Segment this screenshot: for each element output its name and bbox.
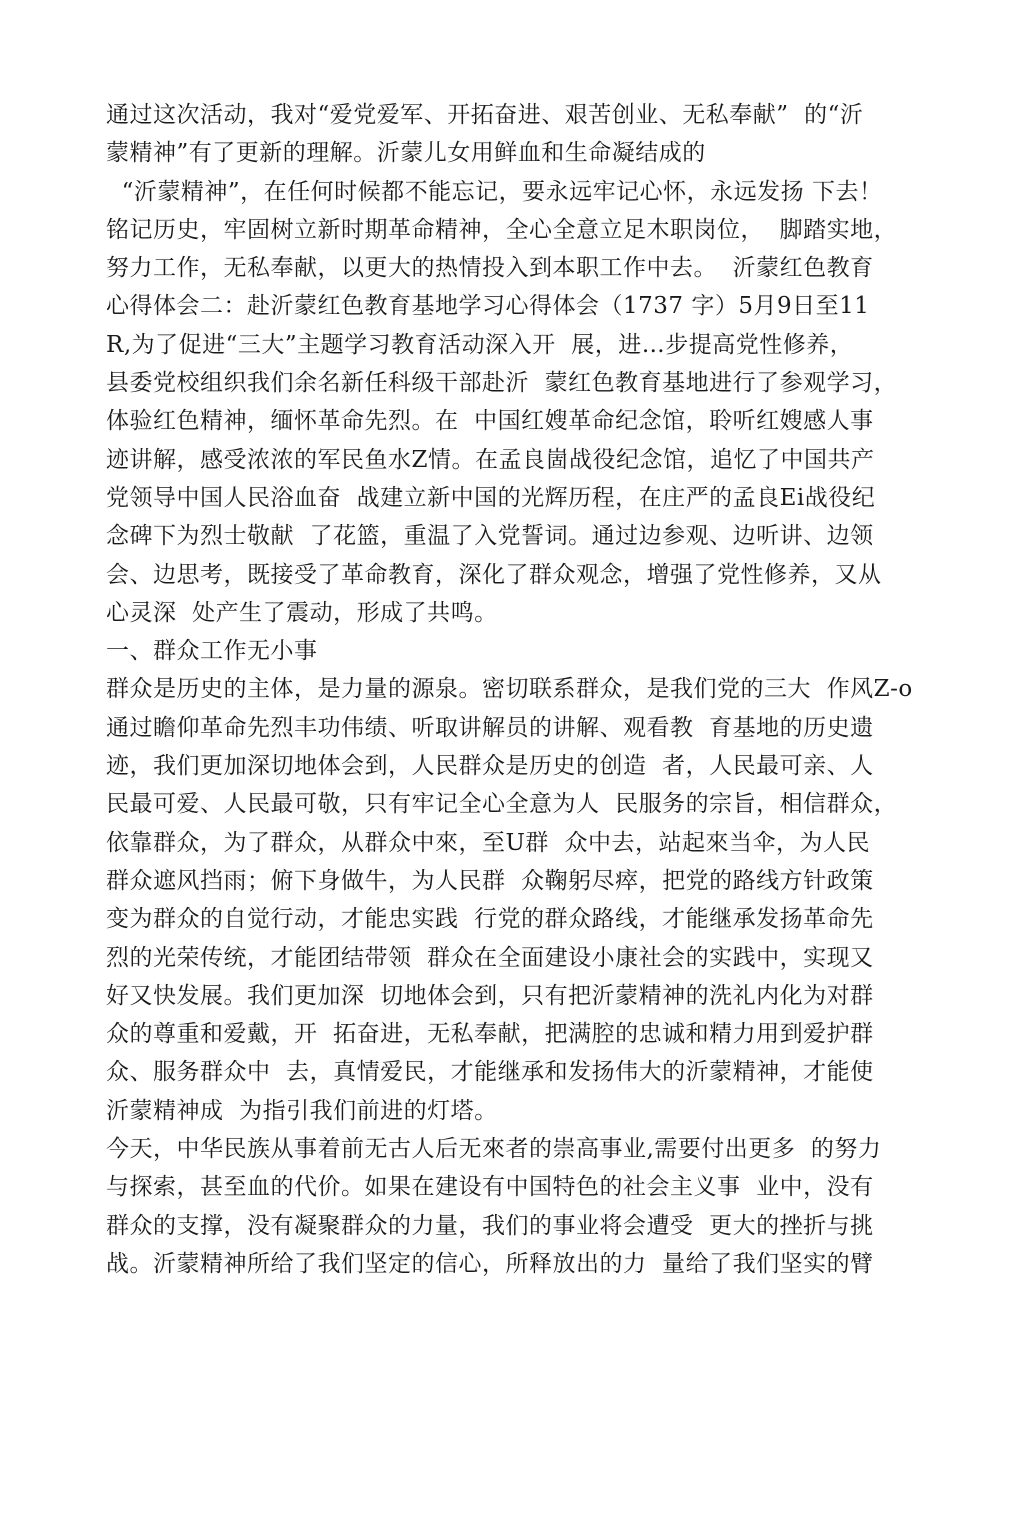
text-line: 心灵深 处产生了震动，形成了共鸣。 (106, 599, 498, 626)
text-line: 民最可爱、人民最可敬，只有牢记全心全意为人 民服务的宗旨，相信群众， (106, 791, 898, 818)
text-line: 迹，我们更加深切地体会到，人民群众是历史的创造 者，人民最可亲、人 (106, 753, 874, 780)
text-line: 变为群众的自觉行动，才能忠实践 行党的群众路线，才能继承发扬革命先 (106, 906, 874, 933)
text-line: “沂蒙精神”，在任何时候都不能忘记，要永远牢记心怀，永远发扬 下去！ (106, 178, 883, 205)
text-line: 依靠群众，为了群众，从群众中來，至U群 众中去，站起來当伞，为人民 (106, 829, 871, 856)
text-line: 心得体会二：赴沂蒙红色教育基地学习心得体会（1737 字）5月9日至11 (106, 293, 870, 320)
text-line: 众、服务群众中 去，真情爱民，才能继承和发扬伟大的沂蒙精神，才能使 (106, 1059, 874, 1086)
section-heading: 一、群众工作无小事 (106, 638, 318, 665)
text-line: 群众是历史的主体，是力量的源泉。密切联系群众，是我们党的三大 作风Z-o (106, 676, 913, 703)
text-line: 战。沂蒙精神所给了我们坚定的信心，所释放出的力 量给了我们坚实的臂 (106, 1250, 874, 1277)
text-line: 群众的支撑，没有凝聚群众的力量，我们的事业将会遭受 更大的挫折与挑 (106, 1212, 874, 1239)
text-line: 与探索，甚至血的代价。如果在建设有中国特色的社会主义事 业中，没有 (106, 1174, 874, 1201)
text-line: 念碑下为烈士敬献 了花篮，重温了入党誓词。通过边参观、边听讲、边领 (106, 523, 874, 550)
text-line: 迹讲解，感受浓浓的军民鱼水Z情。在孟良崮战役纪念馆，追忆了中国共产 (106, 446, 875, 473)
text-line: 县委党校组织我们余名新任科级干部赴沂 蒙红色教育基地进行了参观学习， (106, 370, 898, 397)
text-line: 通过瞻仰革命先烈丰功伟绩、听取讲解员的讲解、观看教 育基地的历史遗 (106, 714, 874, 741)
text-line: 众的尊重和爱戴，开 拓奋进，无私奉献，把满腔的忠诚和精力用到爱护群 (106, 1021, 874, 1048)
text-line: 努力工作，无私奉献，以更大的热情投入到本职工作中去。 沂蒙红色教育 (106, 255, 874, 282)
text-line: 党领导中国人民浴血奋 战建立新中国的光辉历程，在庄严的孟良Ei战役纪 (106, 484, 876, 511)
text-line: R,为了促进“三大”主题学习教育活动深入开 展，进…步提高党性修养， (106, 331, 854, 358)
text-line: 烈的光荣传统，才能团结带领 群众在全面建设小康社会的实践中，实现又 (106, 944, 874, 971)
text-line: 好又快发展。我们更加深 切地体会到，只有把沂蒙精神的洗礼内化为对群 (106, 982, 874, 1009)
text-line: 群众遮风挡雨；俯下身做牛，为人民群 众鞠躬尽瘁，把党的路线方针政策 (106, 867, 874, 894)
text-line: 蒙精神”有了更新的理解。沂蒙儿女用鲜血和生命凝结成的 (106, 140, 706, 167)
text-line: 通过这次活动，我对“爱党爱军、开拓奋进、艰苦创业、无私奉献” 的“沂 (106, 102, 864, 128)
text-line: 体验红色精神，缅怀革命先烈。在 中国红嫂革命纪念馆，聆听红嫂感人事 (106, 408, 874, 435)
text-line: 会、边思考，既接受了革命教育，深化了群众观念，增强了党性修养，又从 (106, 561, 882, 588)
text-line: 沂蒙精神成 为指引我们前进的灯塔。 (106, 1097, 498, 1124)
text-line: 铭记历史，牢固树立新时期革命精神，全心全意立足木职岗位， 脚踏实地， (106, 216, 898, 243)
text-line: 今天，中华民族从事着前无古人后无來者的崇高事业,需要付出更多 的努力 (106, 1136, 882, 1163)
body-text (106, 96, 936, 1283)
